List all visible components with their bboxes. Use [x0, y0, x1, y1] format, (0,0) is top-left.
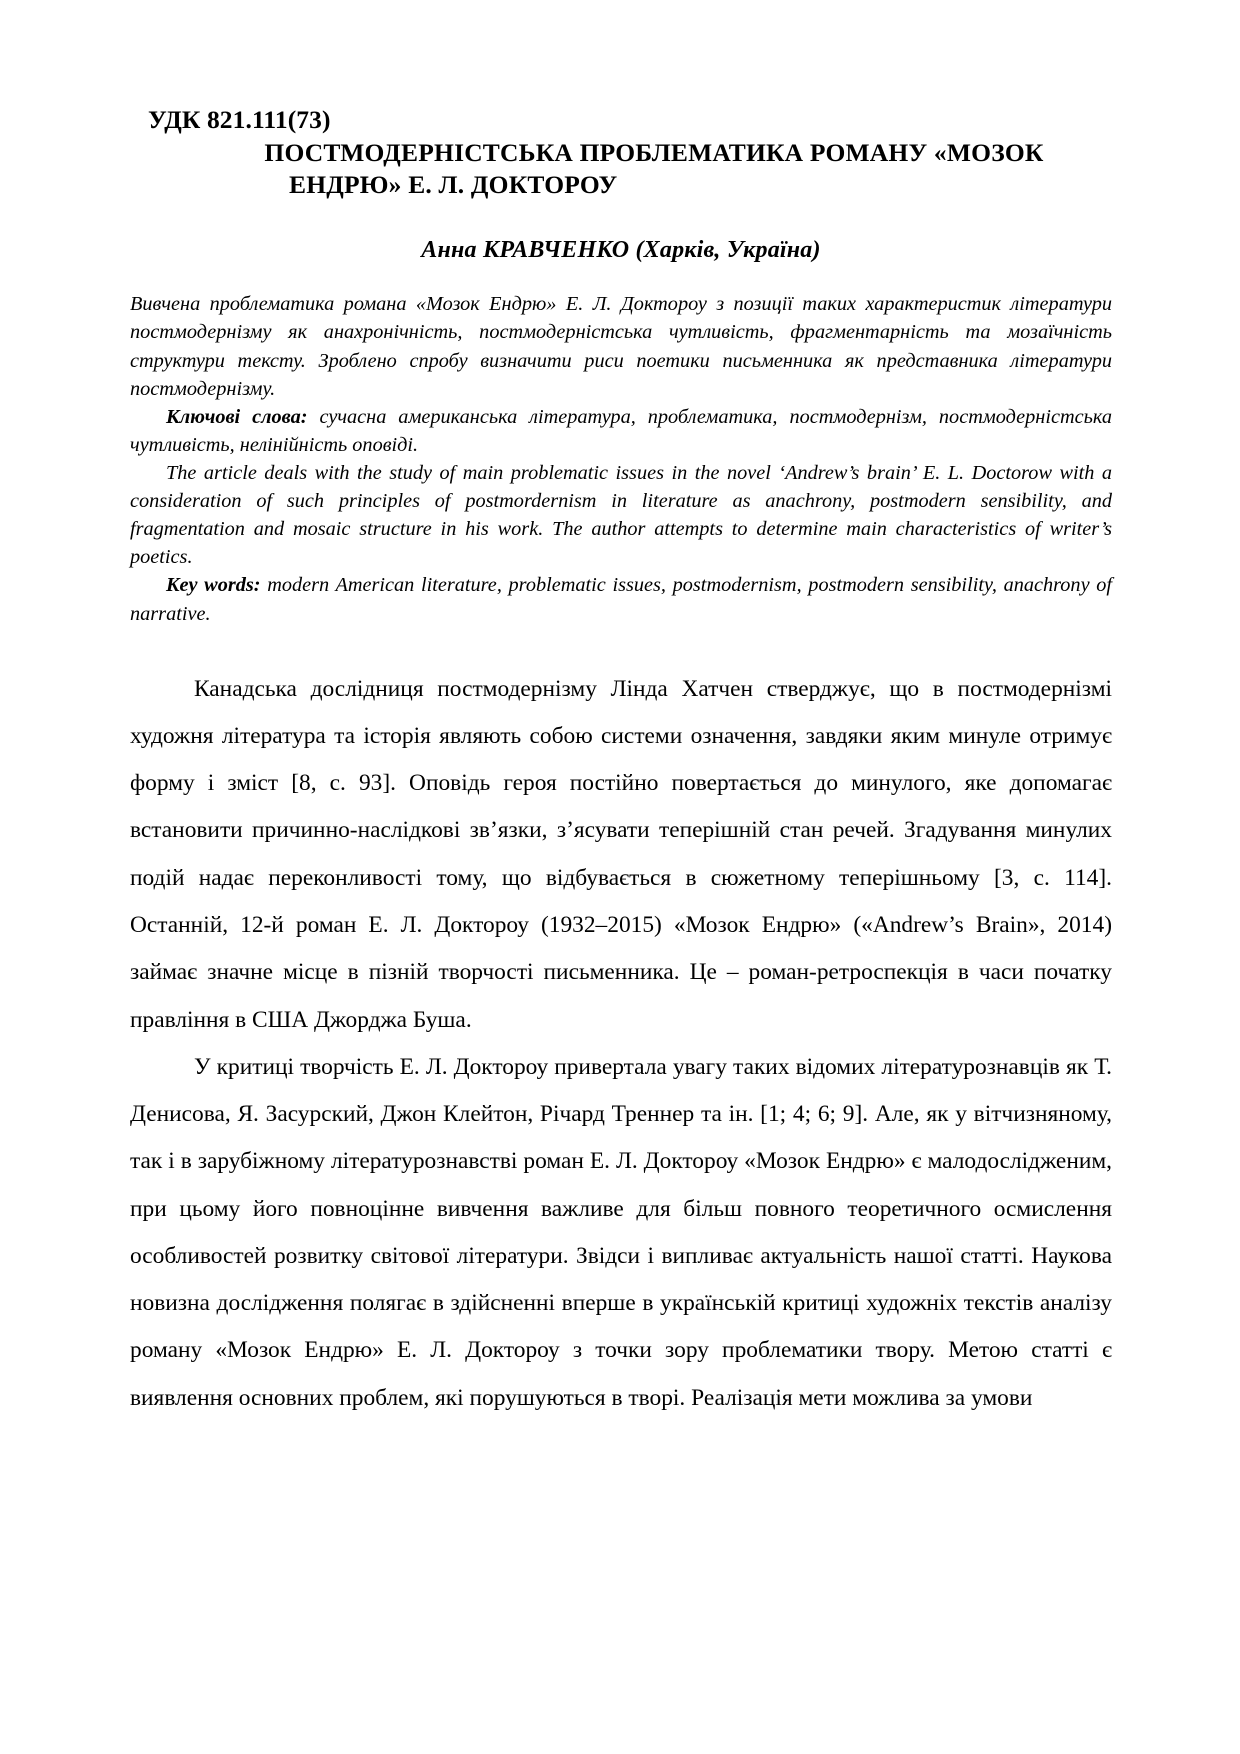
author-byline: Анна КРАВЧЕНКО (Харків, Україна)	[421, 237, 821, 264]
keywords-ukrainian	[130, 403, 1112, 459]
title-line-2: ЕНДРЮ» Е. Л. ДОКТОРОУ	[289, 170, 618, 200]
abstract-ukrainian: Вивчена проблематика романа «Мозок Ендрю» Е. Л. Доктороу з позиції таких характеристик літератури постмодернізму як анахронічність, постмодерністська чутливість, фрагментарність та мозаїчність структури тексту. Зроблено спробу визначити риси поетики письменника як представника літератури постмодернізму.	[130, 293, 1112, 400]
page-title	[196, 137, 1112, 201]
keywords-english-label: Key words:	[166, 574, 261, 597]
abstract-english: The article deals with the study of main problematic issues in the novel ‘Andrew’s brain’ E. L. Doctorow with a consideration of such principles of postmordernism in literature as anachrony, postmodern sensibility, and fragmentation and mosaic structure in his work. The author attempts to determine main characteristics of writer’s poetics.	[130, 462, 1112, 569]
keywords-ukrainian-label: Ключові слова:	[166, 405, 308, 428]
keywords-english	[130, 571, 1112, 627]
keywords-english-value: modern American literature, problematic issues, postmodernism, postmodern sensibility, anachrony of narrative.	[130, 574, 1112, 625]
body-paragraph-1: Канадська дослідниця постмодернізму Лінда Хатчен стверджує, що в постмодернізмі художня література та історія являють собою системи означення, завдяки яким минуле отримує форму і зміст [8, с. 93]. Оповідь героя постійно повертається до минулого, яке допомагає встановити причинно-наслідкові зв’язки, з’ясувати теперішній стан речей. Згадування минулих подій надає переконливості тому, що відбувається в сюжетному теперішньому [3, с. 114]. Останній, 12-й роман Е. Л. Доктороу (1932–2015) «Мозок Ендрю» («Andrew’s Brain», 2014) займає значне місце в пізній творчості письменника. Це – роман-ретроспекція в часи початку правління в США Джорджа Буша.	[130, 675, 1112, 1033]
body-paragraph-2: У критиці творчість Е. Л. Доктороу привертала увагу таких відомих літературознавців як Т. Денисова, Я. Засурский, Джон Клейтон, Річард Треннер та ін. [1; 4; 6; 9]. Але, як у вітчизняному, так і в зарубіжному літературознавстві роман Е. Л. Доктороу «Мозок Ендрю» є малодослідженим, при цьому його повноцінне вивчення важливе для більш повного теоретичного осмислення особливостей розвитку світової літератури. Звідси і випливає актуальність нашої статті. Наукова новизна дослідження полягає в здійсненні вперше в українській критиці художніх текстів аналізу роману «Мозок Ендрю» Е. Л. Доктороу з точки зору проблематики твору. Метою статті є виявлення основних проблем, які порушуються в творі. Реалізація мети можлива за умови	[130, 1053, 1112, 1411]
udk-code: УДК 821.111(73)	[148, 105, 331, 134]
title-line-1: ПОСТМОДЕРНІСТСЬКА ПРОБЛЕМАТИКА РОМАНУ «МОЗОК	[264, 138, 1044, 168]
keywords-ukrainian-value: сучасна американська література, проблематика, постмодернізм, постмодерністська чутливість, нелінійність оповіді.	[130, 405, 1113, 456]
